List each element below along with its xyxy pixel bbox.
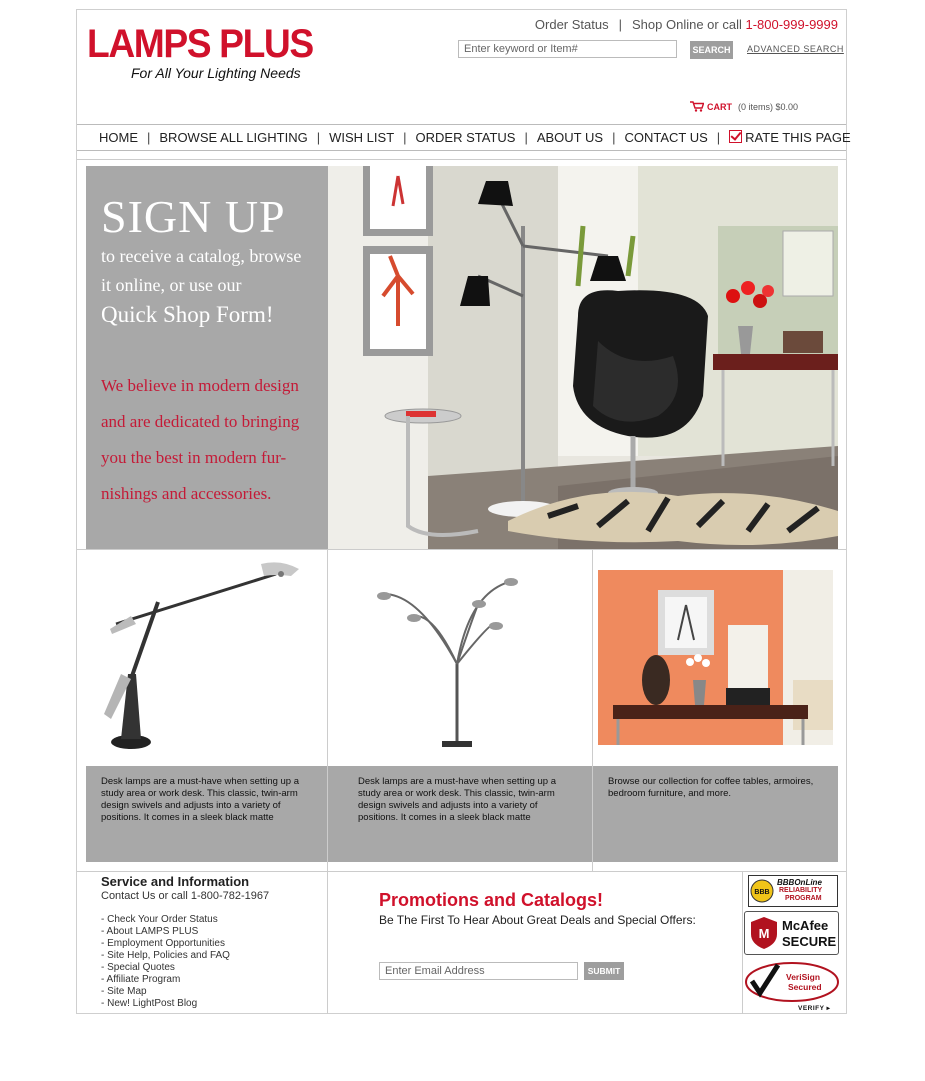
nav-home[interactable]: HOME	[99, 130, 138, 145]
nav-divider	[77, 159, 846, 166]
bbb-line1: BBBOnLine	[777, 878, 822, 887]
nav-about-us[interactable]: ABOUT US	[536, 130, 604, 145]
shop-online-text: Shop Online or call	[632, 17, 742, 32]
nav-order-status[interactable]: ORDER STATUS	[415, 130, 516, 145]
belief-statement	[101, 368, 311, 512]
nav-separator: |	[147, 130, 151, 145]
service-contact[interactable]: Contact Us or call 1-800-782-1967	[101, 890, 270, 902]
mcafee-badge[interactable]	[744, 911, 839, 955]
rate-label: RATE THIS PAGE	[745, 130, 851, 145]
bbb-line3: PROGRAM	[785, 895, 822, 902]
service-link-help[interactable]: - Site Help, Policies and FAQ	[101, 950, 230, 961]
service-link-blog[interactable]: - New! LightPost Blog	[101, 998, 198, 1009]
belief-line: and are dedicated to bringing	[101, 412, 300, 431]
promo-subtitle: Be The First To Hear About Great Deals and Special Offers:	[379, 913, 696, 927]
room-scene-image	[328, 166, 838, 549]
main-nav	[77, 124, 851, 151]
service-title: Service and Information	[101, 874, 250, 889]
nav-separator: |	[612, 130, 616, 145]
product-arc-floor-lamp-image[interactable]	[339, 554, 579, 764]
verisign-line2: Secured	[788, 982, 822, 992]
mcafee-shield-icon	[749, 916, 779, 950]
checkbox-icon	[729, 130, 742, 143]
nav-separator: |	[716, 130, 721, 145]
top-links	[535, 17, 838, 32]
nav-separator: |	[524, 130, 528, 145]
service-link-quotes[interactable]: - Special Quotes	[101, 962, 175, 973]
nav-wish-list[interactable]: WISH LIST	[329, 130, 395, 145]
advanced-search-link[interactable]: ADVANCED SEARCH	[747, 44, 844, 54]
signup-subtitle	[101, 242, 326, 329]
product-caption: Browse our collection for coffee tables, armoires, bedroom furniture, and more.	[593, 766, 838, 862]
signup-line: to receive a catalog, browse	[101, 246, 302, 266]
bbb-line2: RELIABILITY	[779, 887, 823, 894]
email-input[interactable]: Enter Email Address	[379, 962, 578, 980]
order-status-link[interactable]: Order Status	[534, 17, 609, 32]
quick-shop-form-link[interactable]: Quick Shop Form!	[101, 302, 274, 327]
bbb-badge[interactable]	[748, 875, 838, 907]
hero-bottom-divider	[77, 549, 846, 550]
belief-line: you the best in modern fur-	[101, 448, 287, 467]
cart-label: CART	[707, 102, 732, 112]
nav-separator: |	[403, 130, 407, 145]
cart[interactable]	[690, 101, 798, 112]
service-link-affiliate[interactable]: - Affiliate Program	[101, 974, 181, 985]
signup-panel[interactable]	[86, 166, 328, 549]
svg-text:BBB: BBB	[754, 889, 770, 896]
logo-tagline: For All Your Lighting Needs	[131, 65, 301, 81]
cart-summary: (0 items) $0.00	[738, 102, 799, 112]
belief-line: nishings and accessories.	[101, 484, 272, 503]
signup-line: it online, or use our	[101, 275, 242, 295]
logo[interactable]: LAMPS PLUS	[87, 22, 313, 66]
page-frame	[76, 9, 851, 1014]
footer-divider	[742, 871, 743, 1014]
nav-rate-this-page[interactable]	[729, 130, 850, 145]
footer-divider	[327, 871, 328, 1014]
mcafee-line2: SECURE	[782, 934, 837, 949]
service-link-site-map[interactable]: - Site Map	[101, 986, 147, 997]
search-input[interactable]: Enter keyword or Item#	[458, 40, 677, 58]
product-coffee-table-image[interactable]	[598, 570, 833, 745]
service-link-order-status[interactable]: - Check Your Order Status	[101, 914, 218, 925]
service-links	[101, 914, 230, 1010]
product-desk-lamp-image[interactable]	[86, 554, 327, 764]
mcafee-line1: McAfee	[782, 918, 829, 933]
verisign-line1: VeriSign	[786, 972, 821, 982]
product-caption: Desk lamps are a must-have when setting up a study area or work desk. This classic, twin-arm design swivels and adjusts into a variety of positions. It comes in a sleek black matte	[328, 766, 592, 862]
verisign-badge[interactable]	[744, 961, 840, 1013]
cart-icon	[690, 101, 704, 112]
verisign-verify-link[interactable]: VERIFY ▸	[798, 1005, 831, 1012]
product-caption: Desk lamps are a must-have when setting up a study area or work desk. This classic, twin-arm design swivels and adjusts into a variety of positions. It comes in a sleek black matte	[86, 766, 327, 862]
promo-title: Promotions and Catalogs!	[379, 890, 604, 910]
belief-line: We believe in modern design	[101, 376, 299, 395]
footer-top-divider	[77, 871, 846, 872]
nav-contact-us[interactable]: CONTACT US	[624, 130, 708, 145]
submit-button[interactable]: SUBMIT	[584, 962, 624, 980]
svg-text:M: M	[758, 926, 770, 941]
search-button[interactable]: SEARCH	[690, 41, 733, 59]
service-link-about[interactable]: - About LAMPS PLUS	[101, 926, 199, 937]
hero-room-photo[interactable]	[328, 166, 838, 549]
service-link-employment[interactable]: - Employment Opportunities	[101, 938, 225, 949]
phone-number: 1-800-999-9999	[745, 17, 838, 32]
desk-lamp-photo	[86, 554, 327, 764]
top-separator: |	[618, 17, 622, 32]
arc-floor-lamp-photo	[339, 554, 579, 764]
nav-separator: |	[316, 130, 321, 145]
nav-browse-all-lighting[interactable]: BROWSE ALL LIGHTING	[159, 130, 308, 145]
signup-title: SIGN UP	[101, 191, 286, 242]
orange-room-photo	[598, 570, 833, 745]
